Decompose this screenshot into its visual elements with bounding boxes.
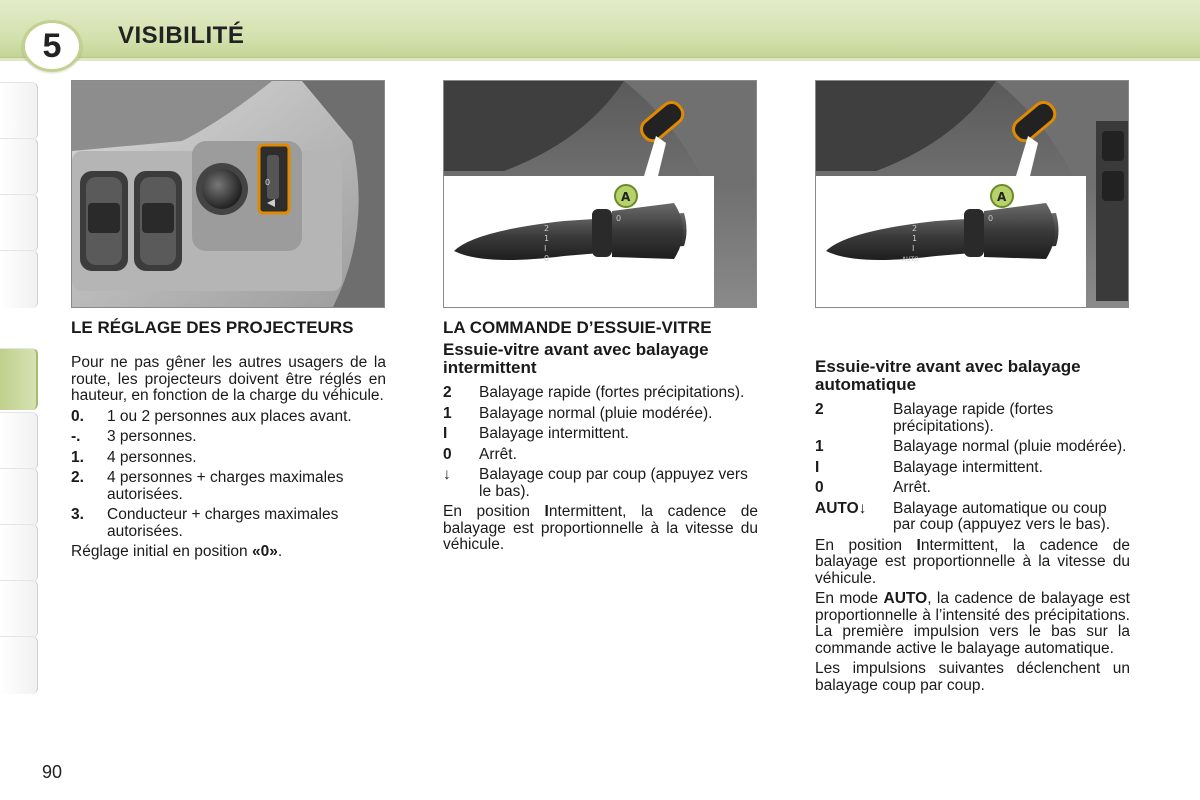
side-tab-1[interactable] [0,82,38,140]
item-key: 2. [71,469,84,486]
side-tab-8[interactable] [0,524,38,582]
side-tab-7[interactable] [0,468,38,526]
item-text: Balayage intermittent. [893,458,1043,476]
item-text: 1 ou 2 personnes aux places avant. [107,407,352,425]
svg-text:1: 1 [912,234,918,243]
side-tab-9[interactable] [0,580,38,638]
auto-mode-note: En mode AUTO, la cadence de balayage est proportionnelle à l’intensité des précipitations. La première impulsion vers le bas sur la commande active le balayage automatique. [815,590,1130,657]
side-tab-2[interactable] [0,138,38,196]
svg-text:A: A [997,190,1007,204]
column-wiper-intermittent [443,80,758,554]
item-text: 4 personnes. [107,448,197,466]
wiper-stalk-photo [443,80,757,308]
item-key: 0 [815,479,824,496]
svg-text:2: 2 [544,224,550,233]
svg-text:0: 0 [544,254,550,263]
side-tab-6[interactable] [0,412,38,470]
item-text: Balayage normal (pluie modérée). [479,404,713,422]
item-text: 3 personnes. [107,428,197,445]
svg-text:0: 0 [988,214,994,223]
item-key: 1. [71,448,84,466]
svg-text:A: A [621,190,631,204]
headlamp-switch-photo [71,80,385,308]
list-item [815,439,1130,456]
section-heading: LA COMMANDE D’ESSUIE-VITRE [443,318,712,337]
list-item [71,409,386,426]
list-item [815,480,1130,497]
intermittent-note: En position Intermittent, la cadence de balayage est proportionnelle à la vitesse du véhicule. [815,536,1130,587]
svg-text:0: 0 [265,178,271,187]
list-item [815,501,1130,534]
list-item [443,406,758,423]
side-tab-4[interactable] [0,250,38,308]
list-item [443,426,758,443]
item-key: -. [71,428,81,445]
wiper-stalk-auto-photo [815,80,1129,308]
side-tab-10[interactable] [0,636,38,694]
list-item [443,385,758,402]
item-text: Arrêt. [893,479,931,496]
column-wiper-automatic [815,80,1130,694]
list-item [71,450,386,467]
list-item [443,467,758,500]
chapter-title: VISIBILITÉ [118,22,245,49]
item-key: I [443,425,448,442]
header-divider [0,58,1200,61]
svg-text:1: 1 [544,234,550,243]
svg-text:AUTO: AUTO [902,256,919,263]
item-key: 1 [815,438,824,455]
item-text: Conducteur + charges maximales autorisées. [107,506,339,540]
subsection-heading: Essuie-vitre avant avec balayage intermittent [443,340,709,377]
item-key: ↓ [443,466,451,483]
svg-text:2: 2 [912,224,918,233]
side-tab-active[interactable] [0,348,38,410]
chapter-side-tabs [0,82,40,722]
item-key: 3. [71,506,84,523]
list-item [71,470,386,503]
item-text: Balayage normal (pluie modérée). [893,438,1127,455]
intermittent-note: En position Intermittent, la cadence de balayage est proportionnelle à la vitesse du véhicule. [443,503,758,553]
item-key: AUTO↓ [815,499,867,517]
item-text: Balayage automatique ou coup par coup (appuyez vers le bas). [893,499,1111,533]
initial-setting-note: Réglage initial en position «0». [71,543,283,560]
item-key: I [815,458,820,476]
item-text: Balayage intermittent. [479,425,629,442]
list-item [71,429,386,446]
item-text: Balayage coup par coup (appuyez vers le bas). [479,466,748,500]
list-item [815,460,1130,477]
column-headlamp-adjustment [71,80,386,561]
item-key: 1 [443,404,452,422]
subsection-heading: Essuie-vitre avant avec balayage automatique [815,357,1081,394]
chapter-number-badge: 5 [22,20,82,72]
item-text: Arrêt. [479,445,517,463]
item-key: 0 [443,445,452,463]
item-key: 0. [71,407,84,425]
svg-text:I: I [544,244,547,253]
subsequent-pulses-note: Les impulsions suivantes déclenchent un balayage coup par coup. [815,660,1130,694]
side-tab-3[interactable] [0,194,38,252]
svg-text:I: I [912,244,915,253]
list-item [71,507,386,540]
section-heading: LE RÉGLAGE DES PROJECTEURS [71,318,354,337]
page-number: 90 [42,762,63,782]
list-item [815,402,1130,435]
list-item [443,447,758,464]
item-text: 4 personnes + charges maximales autorisées. [107,469,344,503]
intro-paragraph: Pour ne pas gêner les autres usagers de la route, les projecteurs doivent être réglés en hauteur, en fonction de la charge du véhicule. [71,354,386,404]
item-key: 2 [815,401,824,418]
svg-text:0: 0 [616,214,622,223]
item-text: Balayage rapide (fortes précipitations). [479,384,745,401]
item-text: Balayage rapide (fortes précipitations). [893,401,1054,435]
item-key: 2 [443,384,452,401]
